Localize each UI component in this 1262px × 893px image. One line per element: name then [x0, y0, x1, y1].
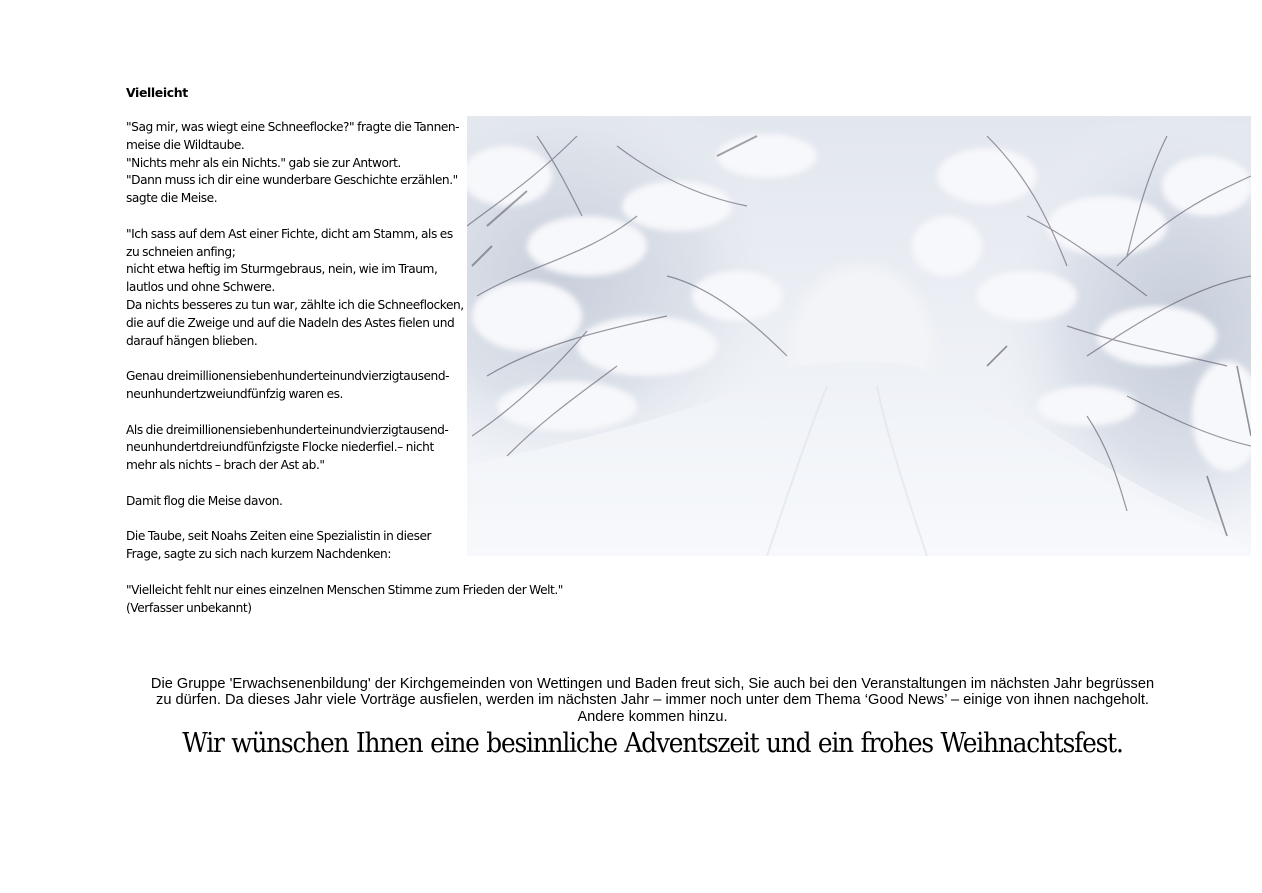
poem-line: die auf die Zweige und auf die Nadeln des Astes fielen und: [126, 315, 455, 330]
poem-title: Vielleicht: [126, 85, 188, 100]
stanza-7: [126, 582, 586, 618]
poem-line: "Sag mir, was wiegt eine Schneeflocke?" fragte die Tannen-: [126, 120, 460, 134]
stanza-gap: [126, 564, 586, 582]
poem-line: darauf hängen blieben.: [126, 333, 258, 348]
poem-line: Die Taube, seit Noahs Zeiten eine Spezialistin in dieser: [126, 529, 432, 544]
poem-line: Als die dreimillionensiebenhunderteinundvierzigtausend-: [126, 422, 449, 437]
poem-line: "Nichts mehr als ein Nichts." gab sie zur Antwort.: [126, 155, 401, 170]
christmas-greeting: Wir wünschen Ihnen eine besinnliche Adventszeit und ein frohes Weihnachtsfest.: [182, 728, 1123, 759]
poem-line: lautlos und ohne Schwere.: [126, 280, 275, 295]
announcement-line: zu dürfen. Da dieses Jahr viele Vorträge ausfielen, werden im nächsten Jahr – immer noch unter dem Thema ‘Good News’ – einige von ihnen nachgeholt.: [156, 692, 1149, 709]
poem-author: (Verfasser unbekannt): [126, 600, 252, 615]
poem-line: meise die Wildtaube.: [126, 137, 245, 152]
poem-line: Frage, sagte zu sich nach kurzem Nachdenken:: [126, 547, 391, 562]
poem-line: neunhundertdreiundfünfzigste Flocke niederfiel.– nicht: [126, 440, 434, 455]
poem-line: Genau dreimillionensiebenhunderteinundvierzigtausend-: [126, 369, 450, 384]
poem-line: zu schneien anfing;: [126, 244, 236, 259]
poem-line: sagte die Meise.: [126, 191, 218, 206]
announcement-line: Andere kommen hinzu.: [577, 708, 728, 725]
poem-line: Damit flog die Meise davon.: [126, 493, 283, 508]
poem-line: nicht etwa heftig im Sturmgebraus, nein, wie im Traum,: [126, 262, 438, 277]
poem-line: neunhundertzweiundfünfzig waren es.: [126, 386, 343, 401]
announcement: [130, 676, 1175, 725]
poem-line: Da nichts besseres zu tun war, zählte ich die Schneeflocken,: [126, 297, 464, 312]
poem-line: "Ich sass auf dem Ast einer Fichte, dicht am Stamm, als es: [126, 226, 453, 241]
poem-line: "Dann muss ich dir eine wunderbare Geschichte erzählen.": [126, 173, 458, 188]
snowy-forest-photo: [467, 116, 1251, 556]
announcement-line: Die Gruppe 'Erwachsenenbildung' der Kirchgemeinden von Wettingen und Baden freut sich, Sie auch bei den Veranstaltungen im nächsten Jahr begrüssen: [150, 676, 1155, 692]
poem-line: "Vielleicht fehlt nur eines einzelnen Menschen Stimme zum Frieden der Welt.": [126, 582, 563, 597]
poem-line: mehr als nichts – brach der Ast ab.": [126, 458, 325, 473]
